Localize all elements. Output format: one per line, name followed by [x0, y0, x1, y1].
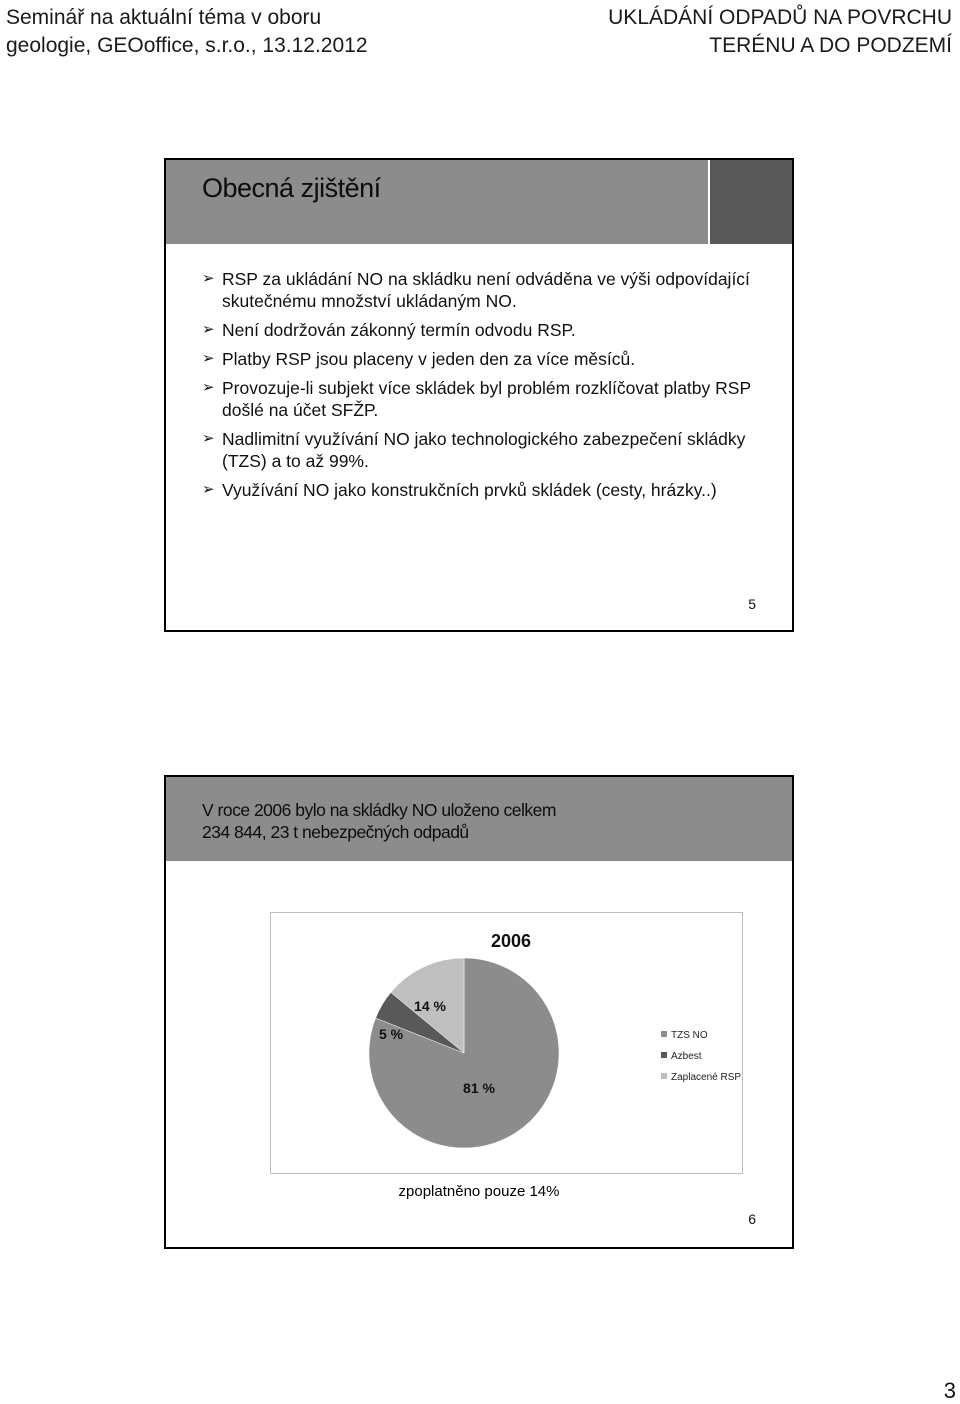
slide-6	[164, 775, 794, 1249]
pie-chart-svg	[271, 913, 741, 1172]
chart-caption: zpoplatněno pouze 14%	[398, 1183, 560, 1200]
data-label: 81 %	[463, 1080, 495, 1096]
header-right	[608, 4, 952, 60]
legend-swatch	[661, 1052, 667, 1058]
chart-title: 2006	[490, 931, 532, 951]
header-left	[6, 4, 368, 60]
header-topic-line2: TERÉNU A DO PODZEMÍ	[709, 34, 952, 57]
bullet-text: Není dodržován zákonný termín odvodu RSP.	[222, 320, 576, 340]
header-seminar-line: Seminář na aktuální téma v oboru	[6, 6, 322, 29]
arrow-bullet-icon: ➢	[202, 270, 215, 287]
header-organizer-line: geologie, GEOoffice, s.r.o., 13.12.2012	[6, 34, 368, 57]
legend-swatch	[661, 1031, 667, 1037]
arrow-bullet-icon: ➢	[202, 321, 215, 338]
arrow-bullet-icon: ➢	[202, 379, 215, 396]
slide-title	[202, 799, 556, 843]
legend-label: TZS NO	[671, 1030, 708, 1041]
page-number: 3	[943, 1378, 956, 1403]
slide-title: Obecná zjištění	[202, 173, 381, 203]
bullet-text: Nadlimitní využívání NO jako technologického zabezpečení skládky (TZS) a to až 99%.	[222, 429, 746, 471]
arrow-bullet-icon: ➢	[202, 430, 215, 447]
legend-label: Zaplacené RSP	[671, 1072, 741, 1083]
data-label: 5 %	[378, 1026, 404, 1042]
arrow-bullet-icon: ➢	[202, 350, 215, 367]
slide-number: 6	[748, 1211, 756, 1227]
bullet-item	[184, 348, 764, 370]
slide-title-line2: 234 844, 23 t nebezpečných odpadů	[202, 822, 469, 842]
bullet-item	[184, 377, 764, 421]
bullet-item	[184, 319, 764, 341]
bullet-item	[184, 428, 764, 472]
legend-label: Azbest	[671, 1051, 702, 1062]
slide-title-band	[166, 777, 792, 861]
bullet-text: Platby RSP jsou placeny v jeden den za více měsíců.	[222, 349, 636, 369]
slide-5	[164, 158, 794, 632]
data-label: 14 %	[414, 998, 446, 1014]
bullet-item	[184, 268, 764, 312]
bullet-text: RSP za ukládání NO na skládku není odváděna ve výši odpovídající skutečnému množství ukládaným NO.	[222, 269, 750, 311]
bullet-item	[184, 479, 764, 501]
slide-title-line1: V roce 2006 bylo na skládky NO uloženo celkem	[202, 800, 556, 820]
slide-number: 5	[748, 596, 756, 612]
slide-title-band	[166, 160, 792, 244]
pie-chart	[270, 912, 743, 1174]
bullet-text: Využívání NO jako konstrukčních prvků skládek (cesty, hrázky..)	[222, 480, 717, 500]
arrow-bullet-icon: ➢	[202, 481, 215, 498]
bullet-list	[184, 268, 764, 508]
bullet-text: Provozuje-li subjekt více skládek byl problém rozklíčovat platby RSP došlé na účet SFŽP.	[222, 378, 751, 420]
legend-swatch	[661, 1073, 667, 1079]
title-band-corner	[710, 160, 792, 244]
header-topic-line1: UKLÁDÁNÍ ODPADŮ NA POVRCHU	[608, 6, 952, 29]
